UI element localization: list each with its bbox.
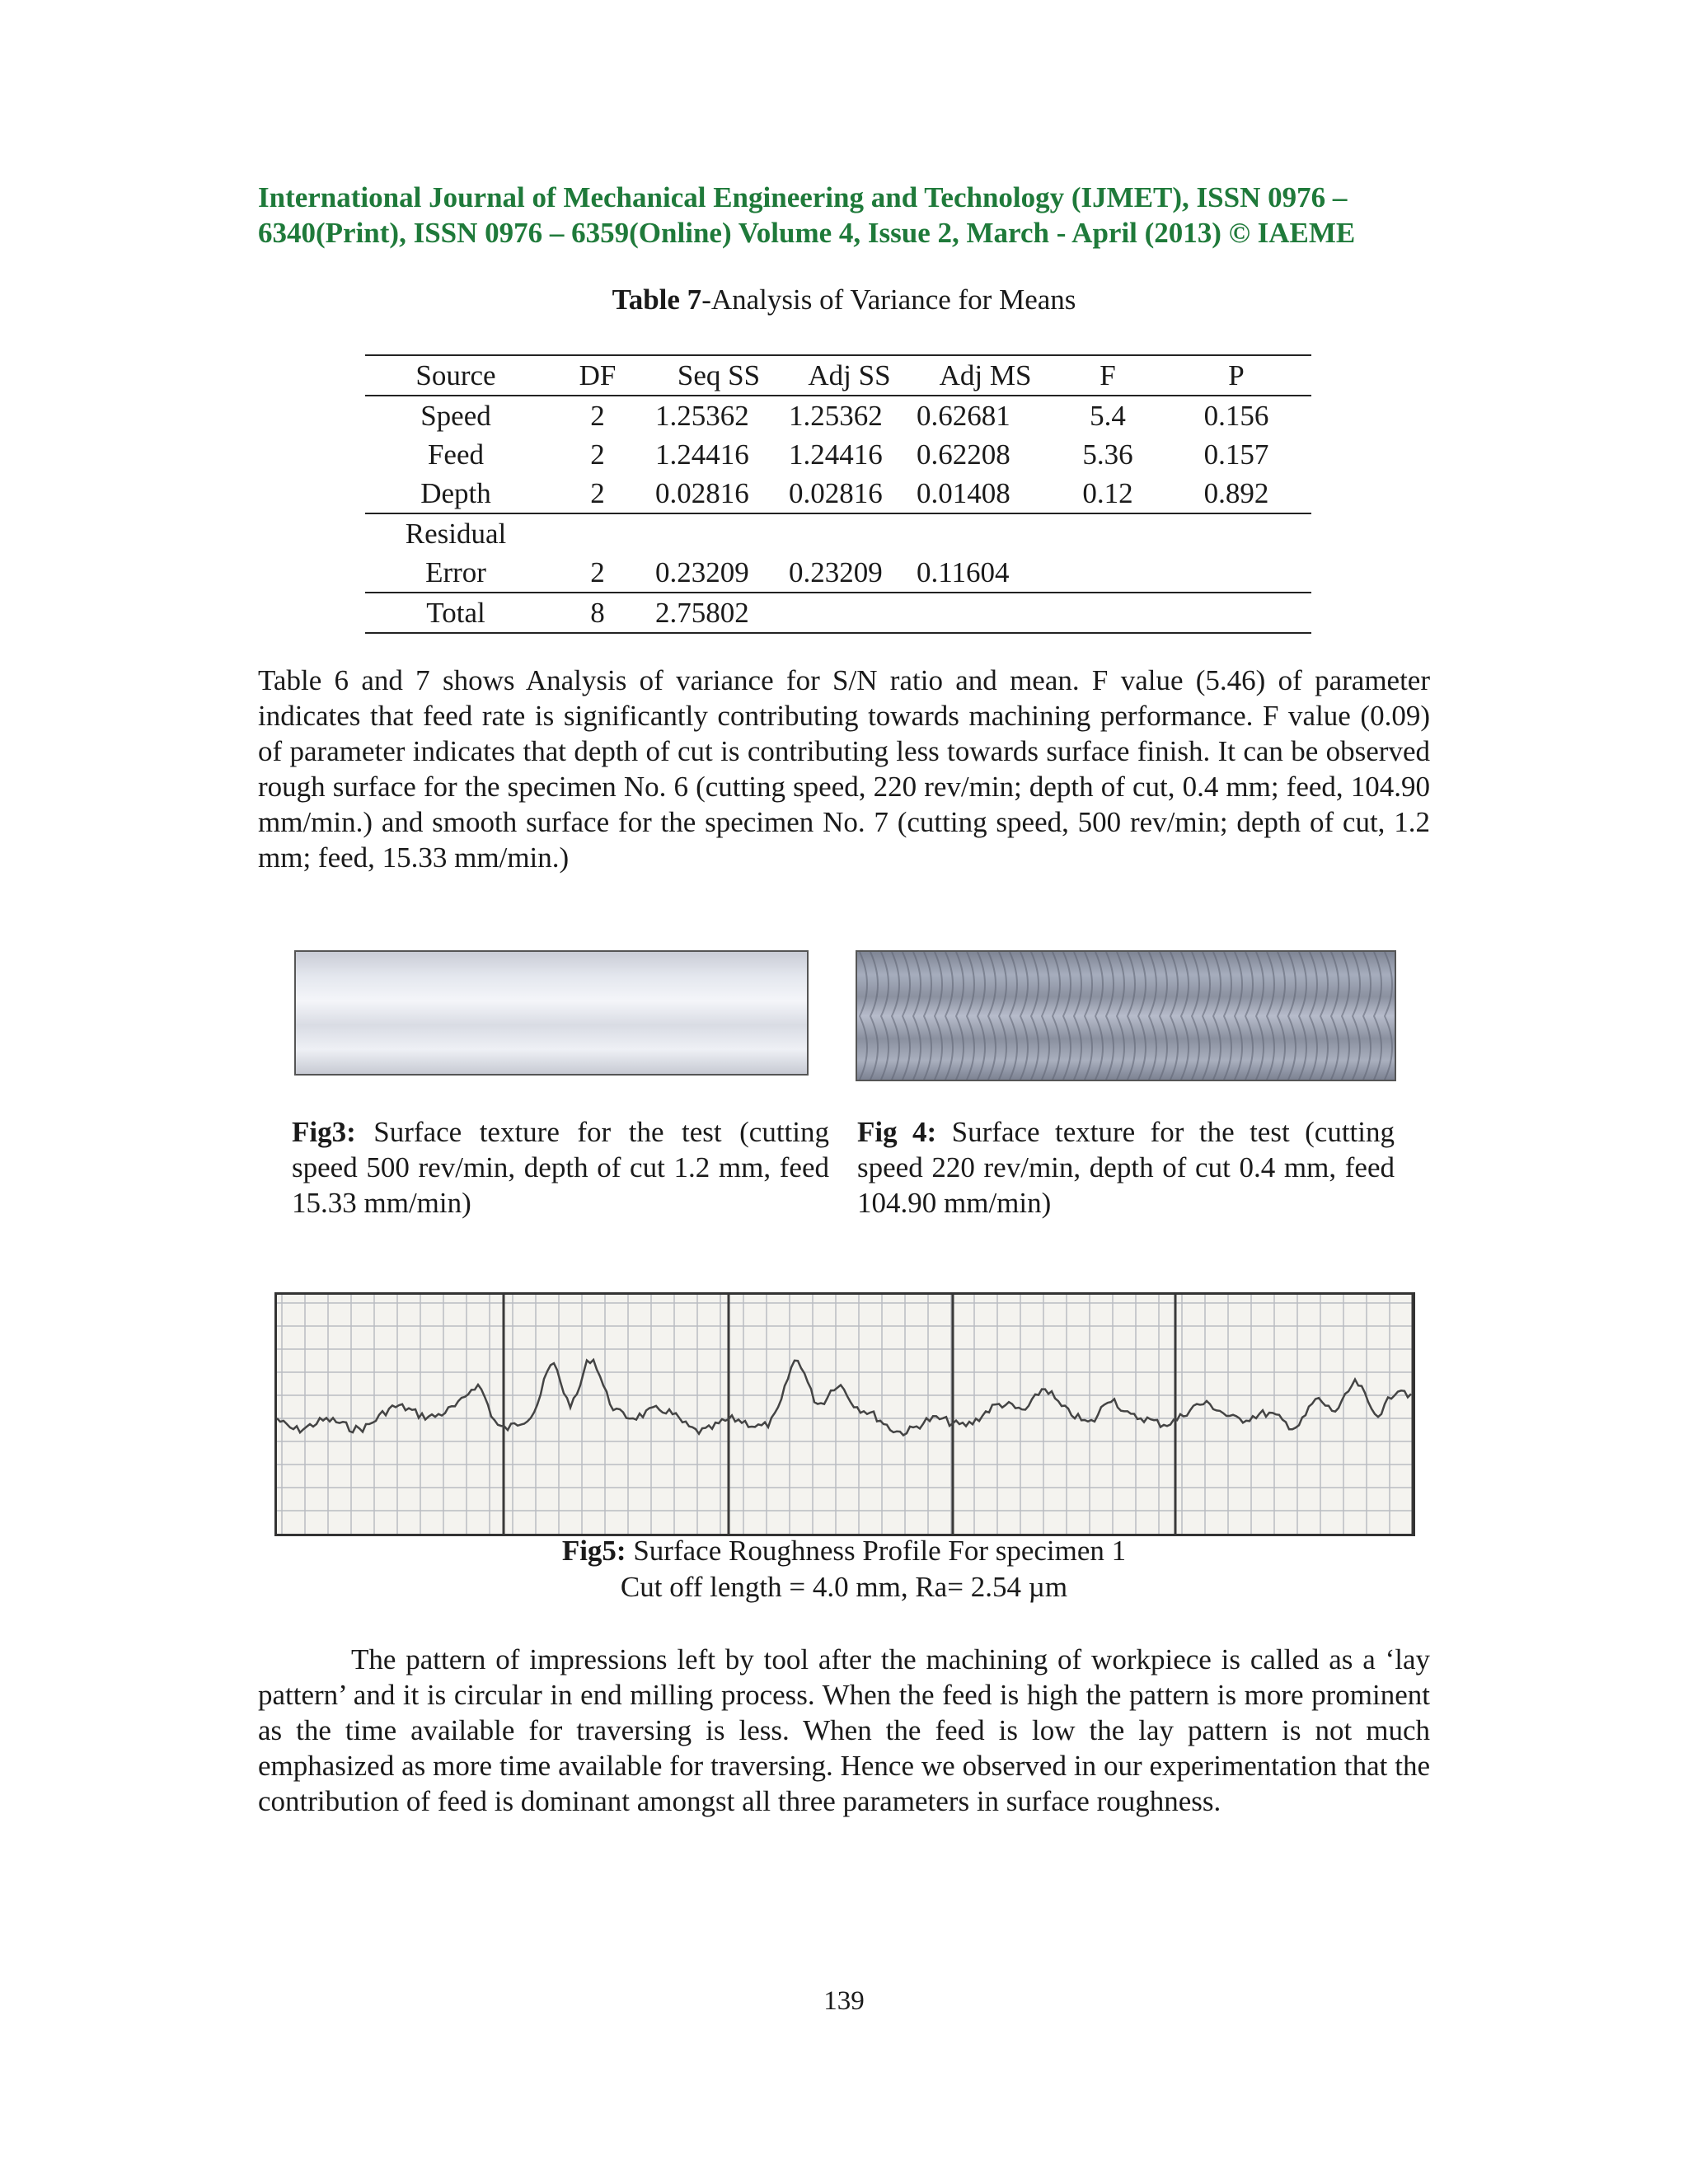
cell-seq-ss-total: 2.75802 xyxy=(649,593,782,633)
cell-f: 5.36 xyxy=(1082,438,1133,471)
cell-df-total: 8 xyxy=(546,593,649,633)
cell-p: 0.156 xyxy=(1203,400,1269,432)
fig4-label: Fig 4: xyxy=(857,1116,937,1148)
cell-p: 0.892 xyxy=(1161,474,1311,513)
fig5-caption-text: Surface Roughness Profile For specimen 1 xyxy=(626,1535,1127,1567)
table-caption-text: -Analysis of Variance for Means xyxy=(701,284,1076,316)
cell-source-total: Total xyxy=(365,593,546,633)
cell-source: Depth xyxy=(365,474,546,513)
cell-p: 0.157 xyxy=(1203,438,1269,471)
cell-df: 2 xyxy=(590,438,605,471)
cell-f: 0.12 xyxy=(1054,474,1161,513)
fig5-roughness-profile xyxy=(274,1292,1415,1536)
fig4-surface-photo xyxy=(856,950,1396,1081)
table-row xyxy=(365,474,1311,513)
cell-f: 5.4 xyxy=(1090,400,1126,432)
cell-adj-ms: 0.62208 xyxy=(917,438,1010,471)
fig3-caption-text: Surface texture for the test (cutting speed 500 rev/min, depth of cut 1.2 mm, feed 15.33 mm/min) xyxy=(292,1116,829,1219)
col-header-adj-ss: Adj SS xyxy=(782,355,910,396)
cell-adj-ms: 0.01408 xyxy=(910,474,1054,513)
table-caption-label: Table 7 xyxy=(612,284,702,316)
journal-header xyxy=(258,180,1430,251)
cell-adj-ss: 1.25362 xyxy=(789,400,883,432)
table-row-residual-label xyxy=(365,513,1311,553)
page-number: 139 xyxy=(823,1986,865,2016)
col-header-seq-ss: Seq SS xyxy=(649,355,782,396)
cell-source-residual: Residual xyxy=(405,517,507,550)
cell-df: 2 xyxy=(590,400,605,432)
fig3-surface-photo xyxy=(294,950,809,1076)
col-header-df: DF xyxy=(546,355,649,396)
cell-adj-ms: 0.11604 xyxy=(910,553,1054,593)
table-row-total xyxy=(365,593,1311,633)
journal-header-line2: 6340(Print), ISSN 0976 – 6359(Online) Volume 4, Issue 2, March - April (2013) © IAEME xyxy=(258,217,1356,249)
paragraph-lay-pattern: The pattern of impressions left by tool after the machining of workpiece is called as a ‘lay pattern’ and it is circular in end milling process. When the feed is high the pattern is more prominent as the time available for traversing is less. When the feed is low the lay pattern is not much emphasized as more time available for traversing. Hence we observed in our experimentation that the contribution of feed is dominant amongst all three parameters in surface roughness. xyxy=(258,1643,1430,1817)
fig3-label: Fig3: xyxy=(292,1116,356,1148)
col-header-p: P xyxy=(1161,355,1311,396)
table-row-residual-error xyxy=(365,553,1311,593)
anova-table xyxy=(365,354,1311,634)
journal-header-line1: International Journal of Mechanical Engineering and Technology (IJMET), ISSN 0976 – xyxy=(258,181,1348,213)
fig5-caption xyxy=(0,1533,1688,1605)
table-row xyxy=(365,435,1311,474)
fig4-tool-marks xyxy=(857,952,1395,1080)
fig4-caption xyxy=(857,1114,1395,1221)
cell-adj-ss: 1.24416 xyxy=(789,438,883,471)
cell-adj-ss: 0.23209 xyxy=(782,553,910,593)
col-header-f: F xyxy=(1054,355,1161,396)
cell-seq-ss: 1.24416 xyxy=(655,438,749,471)
fig5-label: Fig5: xyxy=(561,1535,626,1567)
cell-df: 2 xyxy=(546,474,649,513)
roughness-profile-chart xyxy=(277,1295,1413,1534)
table-row xyxy=(365,396,1311,435)
cell-seq-ss: 0.23209 xyxy=(649,553,782,593)
col-header-adj-ms: Adj MS xyxy=(910,355,1054,396)
table-header-row xyxy=(365,355,1311,396)
cell-adj-ss: 0.02816 xyxy=(782,474,910,513)
roughness-trace xyxy=(277,1360,1411,1436)
cell-source: Speed xyxy=(420,400,491,432)
cell-source: Feed xyxy=(427,438,485,471)
fig5-caption-line2: Cut off length = 4.0 mm, Ra= 2.54 µm xyxy=(620,1571,1068,1603)
cell-seq-ss: 1.25362 xyxy=(655,400,749,432)
table-caption xyxy=(0,282,1688,318)
fig4-caption-text: Surface texture for the test (cutting speed 220 rev/min, depth of cut 0.4 mm, feed 104.90 mm/min) xyxy=(857,1116,1395,1219)
cell-adj-ms: 0.62681 xyxy=(917,400,1010,432)
cell-df: 2 xyxy=(546,553,649,593)
col-header-source: Source xyxy=(365,355,546,396)
cell-seq-ss: 0.02816 xyxy=(649,474,782,513)
fig3-caption xyxy=(292,1114,829,1221)
paragraph-anova-discussion: Table 6 and 7 shows Analysis of variance for S/N ratio and mean. F value (5.46) of parameter indicates that feed rate is significantly contributing towards machining performance. F value (0.09) of parameter indicates that depth of cut is contributing less towards surface finish. It can be observed rough surface for the specimen No. 6 (cutting speed, 220 rev/min; depth of cut, 0.4 mm; feed, 104.90 mm/min.) and smooth surface for the specimen No. 7 (cutting speed, 500 rev/min; depth of cut, 1.2 mm; feed, 15.33 mm/min.) xyxy=(258,664,1430,874)
cell-source-error: Error xyxy=(365,553,546,593)
